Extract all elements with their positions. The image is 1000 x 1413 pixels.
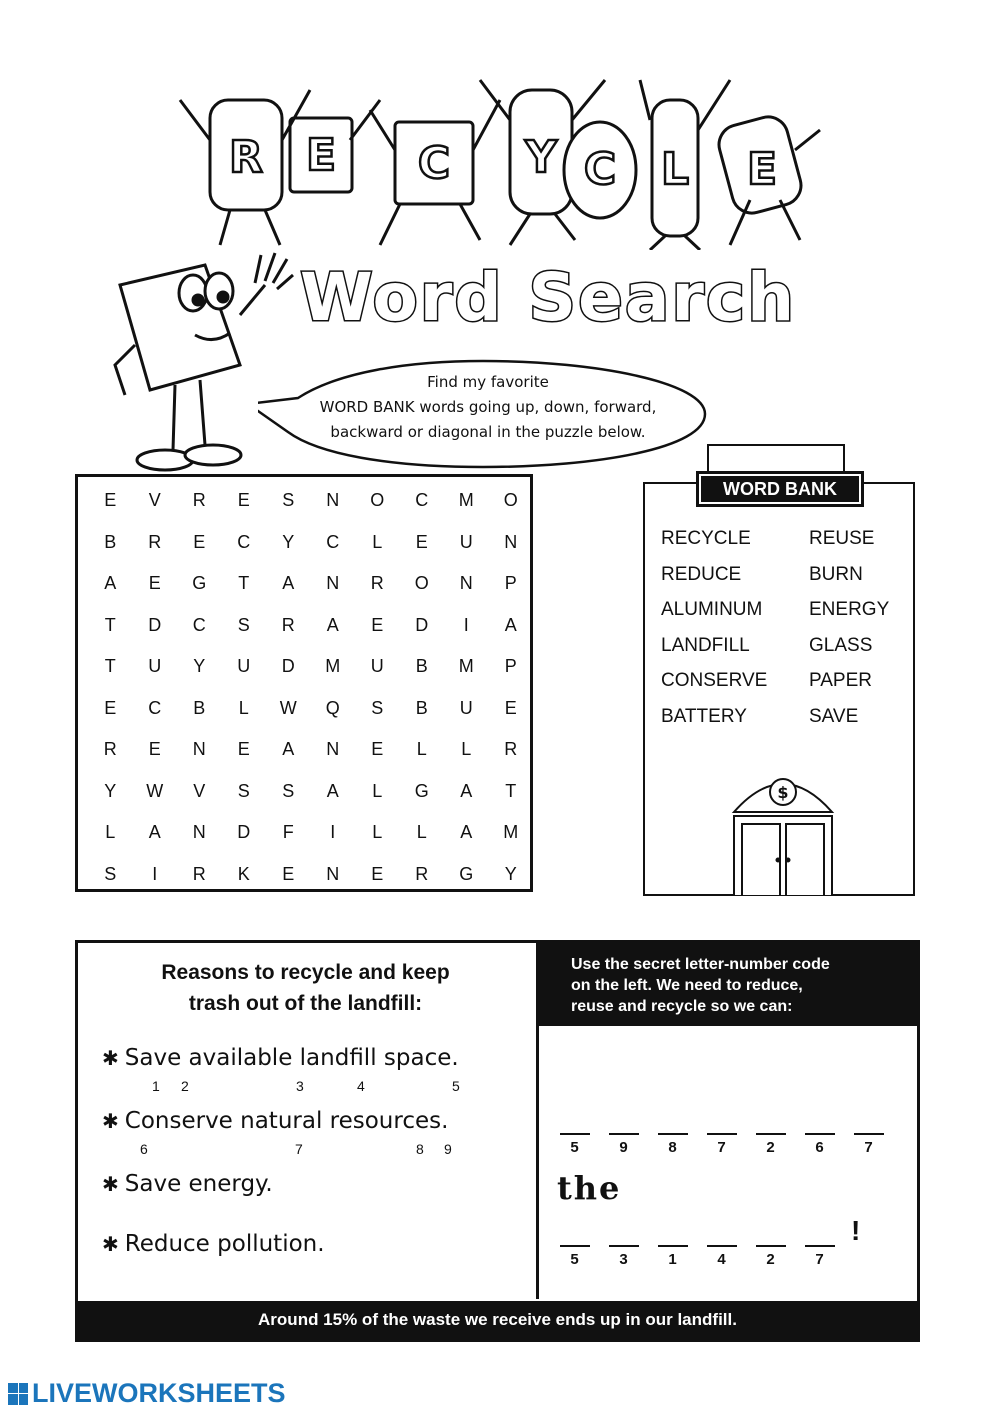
grid-cell[interactable]: S bbox=[282, 490, 295, 511]
grid-cell[interactable]: A bbox=[148, 822, 161, 843]
grid-cell[interactable]: S bbox=[282, 780, 295, 801]
grid-cell[interactable]: E bbox=[371, 614, 384, 635]
letter-e2: E bbox=[746, 144, 778, 195]
answer-blank[interactable] bbox=[655, 1245, 690, 1268]
answer-blank[interactable] bbox=[606, 1245, 641, 1268]
code-number: 8 bbox=[416, 1141, 424, 1157]
word-bank-item: BATTERY bbox=[661, 705, 747, 727]
reasons-panel bbox=[78, 943, 533, 1299]
grid-cell[interactable]: B bbox=[415, 697, 428, 718]
grid-cell[interactable]: L bbox=[372, 531, 383, 552]
grid-cell[interactable]: O bbox=[414, 573, 429, 594]
blank-number: 3 bbox=[619, 1251, 628, 1268]
grid-cell[interactable]: D bbox=[237, 822, 251, 843]
code-line-2: on the left. We need to reduce, bbox=[571, 977, 803, 994]
grid-cell[interactable]: A bbox=[326, 780, 339, 801]
grid-cell[interactable]: Y bbox=[104, 780, 117, 801]
grid-cell[interactable]: A bbox=[326, 614, 339, 635]
blank-number: 5 bbox=[570, 1139, 579, 1156]
grid-cell[interactable]: Y bbox=[504, 863, 517, 884]
speech-line-2: WORD BANK words going up, down, forward, bbox=[319, 398, 657, 416]
word-bank-item: LANDFILL bbox=[661, 634, 750, 656]
grid-cell[interactable]: N bbox=[326, 573, 340, 594]
blank-line bbox=[756, 1245, 786, 1247]
code-number: 4 bbox=[357, 1078, 365, 1094]
letter-l: L bbox=[660, 144, 690, 195]
blank-number: 7 bbox=[864, 1139, 873, 1156]
letter-c2: C bbox=[583, 144, 617, 195]
answer-blank[interactable] bbox=[753, 1245, 788, 1268]
grid-cell[interactable]: T bbox=[104, 614, 116, 635]
asterisk-icon: ✱ bbox=[102, 1172, 119, 1196]
letter-r: R bbox=[229, 132, 263, 183]
grid-cell[interactable]: R bbox=[281, 614, 295, 635]
grid-cell[interactable]: D bbox=[281, 656, 295, 677]
grid-cell[interactable]: R bbox=[192, 490, 206, 511]
grid-cell[interactable]: Y bbox=[282, 531, 295, 552]
blank-line bbox=[805, 1133, 835, 1135]
word-bank-item: REDUCE bbox=[661, 563, 742, 585]
blank-line bbox=[756, 1133, 786, 1135]
blank-number: 7 bbox=[815, 1251, 824, 1268]
word-bank-list bbox=[661, 528, 911, 741]
brand-name: LIVEWORKSHEETS bbox=[32, 1378, 286, 1408]
answer-blank[interactable] bbox=[802, 1245, 837, 1268]
grid-cell[interactable]: N bbox=[504, 531, 518, 552]
letter-e: E bbox=[305, 130, 337, 181]
blank-line bbox=[658, 1133, 688, 1135]
letter-y: Y bbox=[525, 132, 557, 183]
reasons-title bbox=[78, 957, 533, 1019]
grid-cell[interactable]: L bbox=[416, 822, 427, 843]
grid-cell[interactable]: B bbox=[104, 531, 117, 552]
blank-line bbox=[805, 1245, 835, 1247]
word-bank-item: ALUMINUM bbox=[661, 599, 763, 620]
recycle-characters-illustration bbox=[170, 60, 830, 250]
bank-emblem: $ bbox=[777, 783, 789, 802]
grid-cell[interactable]: R bbox=[370, 573, 384, 594]
word-bank-item: ENERGY bbox=[809, 599, 890, 620]
exclamation-mark: ! bbox=[851, 1215, 861, 1246]
grid-cell[interactable]: E bbox=[237, 490, 250, 511]
grid-cell[interactable]: U bbox=[459, 697, 473, 718]
answer-row-2 bbox=[557, 1245, 837, 1268]
blank-line bbox=[560, 1133, 590, 1135]
answer-blank[interactable] bbox=[753, 1133, 788, 1156]
grid-cell[interactable]: U bbox=[459, 531, 473, 552]
asterisk-icon: ✱ bbox=[102, 1232, 119, 1256]
blank-line bbox=[707, 1133, 737, 1135]
grid-cell[interactable]: M bbox=[325, 656, 341, 677]
grid-cell[interactable]: E bbox=[371, 863, 384, 884]
grid-cell[interactable]: W bbox=[279, 697, 297, 718]
grid-cell[interactable]: N bbox=[192, 822, 206, 843]
grid-cell[interactable]: N bbox=[459, 573, 473, 594]
answer-blank[interactable] bbox=[655, 1133, 690, 1156]
code-number: 7 bbox=[295, 1141, 303, 1157]
grid-cell[interactable]: M bbox=[458, 490, 474, 511]
word-bank-item: RECYCLE bbox=[661, 528, 751, 549]
grid-cell[interactable]: T bbox=[238, 573, 250, 594]
speech-bubble bbox=[258, 358, 708, 470]
grid-cell[interactable]: B bbox=[415, 656, 428, 677]
grid-cell[interactable]: A bbox=[282, 573, 295, 594]
reason-text: Reduce pollution. bbox=[124, 1231, 325, 1257]
grid-cell[interactable]: A bbox=[460, 822, 473, 843]
code-number: 3 bbox=[296, 1078, 304, 1094]
grid-cell[interactable]: L bbox=[416, 739, 427, 760]
grid-cell[interactable]: G bbox=[414, 780, 429, 801]
grid-cell[interactable]: L bbox=[105, 822, 116, 843]
code-line-1: Use the secret letter-number code bbox=[571, 956, 830, 973]
brand bbox=[8, 1378, 286, 1409]
grid-cell[interactable]: L bbox=[372, 822, 383, 843]
blank-line bbox=[707, 1245, 737, 1247]
blank-line bbox=[609, 1245, 639, 1247]
grid-cell[interactable]: E bbox=[148, 573, 161, 594]
grid-cell[interactable]: L bbox=[238, 697, 249, 718]
grid-cell[interactable]: C bbox=[237, 531, 251, 552]
grid-cell[interactable]: O bbox=[370, 490, 385, 511]
blank-number: 7 bbox=[717, 1139, 726, 1156]
answer-blank[interactable] bbox=[802, 1133, 837, 1156]
grid-cell[interactable]: E bbox=[193, 531, 206, 552]
reason-item bbox=[102, 1108, 448, 1134]
reason-item bbox=[102, 1045, 459, 1071]
secret-code-instructions bbox=[539, 943, 920, 1026]
word-bank-item: SAVE bbox=[809, 705, 859, 727]
grid-cell[interactable]: R bbox=[103, 739, 117, 760]
grid-cell[interactable]: M bbox=[503, 822, 519, 843]
blank-number: 1 bbox=[668, 1251, 677, 1268]
code-line-3: reuse and recycle so we can: bbox=[571, 998, 793, 1015]
code-number: 1 bbox=[152, 1078, 160, 1094]
asterisk-icon: ✱ bbox=[102, 1109, 119, 1133]
word-bank-item: PAPER bbox=[809, 670, 873, 691]
reason-text: Conserve natural resources. bbox=[124, 1108, 449, 1134]
grid-cell[interactable]: C bbox=[326, 531, 340, 552]
grid-cell[interactable]: R bbox=[504, 739, 518, 760]
grid-cell[interactable]: E bbox=[371, 739, 384, 760]
grid-cell[interactable]: F bbox=[282, 822, 294, 843]
grid-cell[interactable]: N bbox=[326, 739, 340, 760]
bank-door-illustration bbox=[728, 766, 838, 896]
bottom-panel bbox=[75, 940, 920, 1342]
code-number: 5 bbox=[452, 1078, 460, 1094]
grid-cell[interactable]: E bbox=[104, 697, 117, 718]
code-number: 9 bbox=[444, 1141, 452, 1157]
grid-cell[interactable]: E bbox=[104, 490, 117, 511]
grid-cell[interactable]: L bbox=[461, 739, 472, 760]
grid-cell[interactable]: I bbox=[463, 614, 469, 635]
grid-cell[interactable]: N bbox=[326, 490, 340, 511]
grid-cell[interactable]: O bbox=[503, 490, 518, 511]
grid-cell[interactable]: U bbox=[237, 656, 251, 677]
grid-cell[interactable]: C bbox=[148, 697, 162, 718]
speech-text bbox=[298, 370, 678, 445]
blank-number: 2 bbox=[766, 1251, 775, 1268]
page-title bbox=[300, 258, 800, 338]
grid-cell[interactable]: S bbox=[104, 863, 117, 884]
grid-cell[interactable]: I bbox=[152, 863, 158, 884]
word-bank-item: GLASS bbox=[809, 634, 873, 656]
blank-line bbox=[658, 1245, 688, 1247]
grid-cell[interactable]: S bbox=[237, 780, 250, 801]
reason-item bbox=[102, 1231, 325, 1257]
blank-number: 8 bbox=[668, 1139, 677, 1156]
grid-cell[interactable]: D bbox=[148, 614, 162, 635]
blank-number: 4 bbox=[717, 1251, 726, 1268]
grid-cell[interactable]: S bbox=[371, 697, 384, 718]
grid-cell[interactable]: M bbox=[458, 656, 474, 677]
grid-cell[interactable]: E bbox=[504, 697, 517, 718]
blank-line bbox=[609, 1133, 639, 1135]
grid-cell[interactable]: W bbox=[146, 780, 164, 801]
grid-cell[interactable]: R bbox=[148, 531, 162, 552]
answer-blank[interactable] bbox=[557, 1245, 592, 1268]
grid-cell[interactable]: G bbox=[192, 573, 207, 594]
word-bank-item: CONSERVE bbox=[661, 670, 768, 691]
answer-row-1 bbox=[557, 1133, 886, 1156]
grid-cell[interactable]: P bbox=[504, 656, 517, 677]
word-bank-item: REUSE bbox=[809, 528, 875, 549]
grid-cell[interactable]: T bbox=[104, 656, 116, 677]
grid-cell[interactable]: L bbox=[372, 780, 383, 801]
answer-blank[interactable] bbox=[557, 1133, 592, 1156]
code-number: 2 bbox=[181, 1078, 189, 1094]
reason-item bbox=[102, 1171, 273, 1197]
grid-cell[interactable]: S bbox=[237, 614, 250, 635]
grid-cell[interactable]: Y bbox=[193, 656, 206, 677]
grid-cell[interactable]: P bbox=[504, 573, 517, 594]
middle-word: the bbox=[557, 1169, 622, 1207]
speech-line-3: backward or diagonal in the puzzle below. bbox=[330, 423, 646, 441]
reasons-title-line-1: Reasons to recycle and keep bbox=[161, 961, 450, 984]
answer-blank[interactable] bbox=[851, 1133, 886, 1156]
grid-cell[interactable]: N bbox=[326, 863, 340, 884]
answer-blank[interactable] bbox=[704, 1245, 739, 1268]
asterisk-icon: ✱ bbox=[102, 1046, 119, 1070]
reason-text: Save energy. bbox=[124, 1171, 273, 1197]
letter-c: C bbox=[417, 138, 451, 189]
reasons-title-line-2: trash out of the landfill: bbox=[188, 992, 423, 1015]
blank-line bbox=[854, 1133, 884, 1135]
grid-cell[interactable]: V bbox=[148, 490, 161, 511]
grid-cell[interactable]: K bbox=[237, 863, 250, 884]
title-text: Word Search bbox=[300, 259, 797, 336]
grid-cell[interactable]: G bbox=[459, 863, 474, 884]
blank-number: 2 bbox=[766, 1139, 775, 1156]
grid-cell[interactable]: E bbox=[415, 531, 428, 552]
grid-cell[interactable]: R bbox=[415, 863, 429, 884]
blank-number: 9 bbox=[619, 1139, 628, 1156]
grid-cell[interactable]: V bbox=[193, 780, 206, 801]
blank-number: 5 bbox=[570, 1251, 579, 1268]
grid-cell[interactable]: I bbox=[330, 822, 336, 843]
grid-cell[interactable]: A bbox=[504, 614, 517, 635]
grid-cell[interactable]: A bbox=[104, 573, 117, 594]
word-bank-label: WORD BANK bbox=[696, 471, 864, 507]
grid-cell[interactable]: D bbox=[415, 614, 429, 635]
word-search-grid bbox=[75, 474, 533, 892]
reason-text: Save available landfill space. bbox=[124, 1045, 459, 1071]
grid-cell[interactable]: E bbox=[282, 863, 295, 884]
grid-cell[interactable]: E bbox=[148, 739, 161, 760]
grid-cell[interactable]: A bbox=[282, 739, 295, 760]
blank-line bbox=[560, 1245, 590, 1247]
grid-cell[interactable]: C bbox=[415, 490, 429, 511]
grid-cell[interactable]: E bbox=[237, 739, 250, 760]
answer-blank[interactable] bbox=[704, 1133, 739, 1156]
liveworksheets-logo-icon bbox=[8, 1383, 28, 1405]
grid-cell[interactable]: U bbox=[148, 656, 162, 677]
grid-cell[interactable]: Q bbox=[325, 697, 340, 718]
speech-line-1: Find my favorite bbox=[427, 373, 549, 391]
answer-blank[interactable] bbox=[606, 1133, 641, 1156]
grid-cell[interactable]: T bbox=[505, 780, 517, 801]
secret-code-panel bbox=[536, 943, 920, 1299]
footer-fact: Around 15% of the waste we receive ends up in our landfill. bbox=[78, 1301, 917, 1339]
grid-cell[interactable]: B bbox=[193, 697, 206, 718]
grid-cell[interactable]: R bbox=[192, 863, 206, 884]
grid-cell[interactable]: N bbox=[192, 739, 206, 760]
grid-cell[interactable]: C bbox=[192, 614, 206, 635]
word-bank-item: BURN bbox=[809, 563, 863, 585]
code-number: 6 bbox=[140, 1141, 148, 1157]
grid-cell[interactable]: A bbox=[460, 780, 473, 801]
letter-grid bbox=[88, 480, 533, 895]
blank-number: 6 bbox=[815, 1139, 824, 1156]
grid-cell[interactable]: U bbox=[370, 656, 384, 677]
